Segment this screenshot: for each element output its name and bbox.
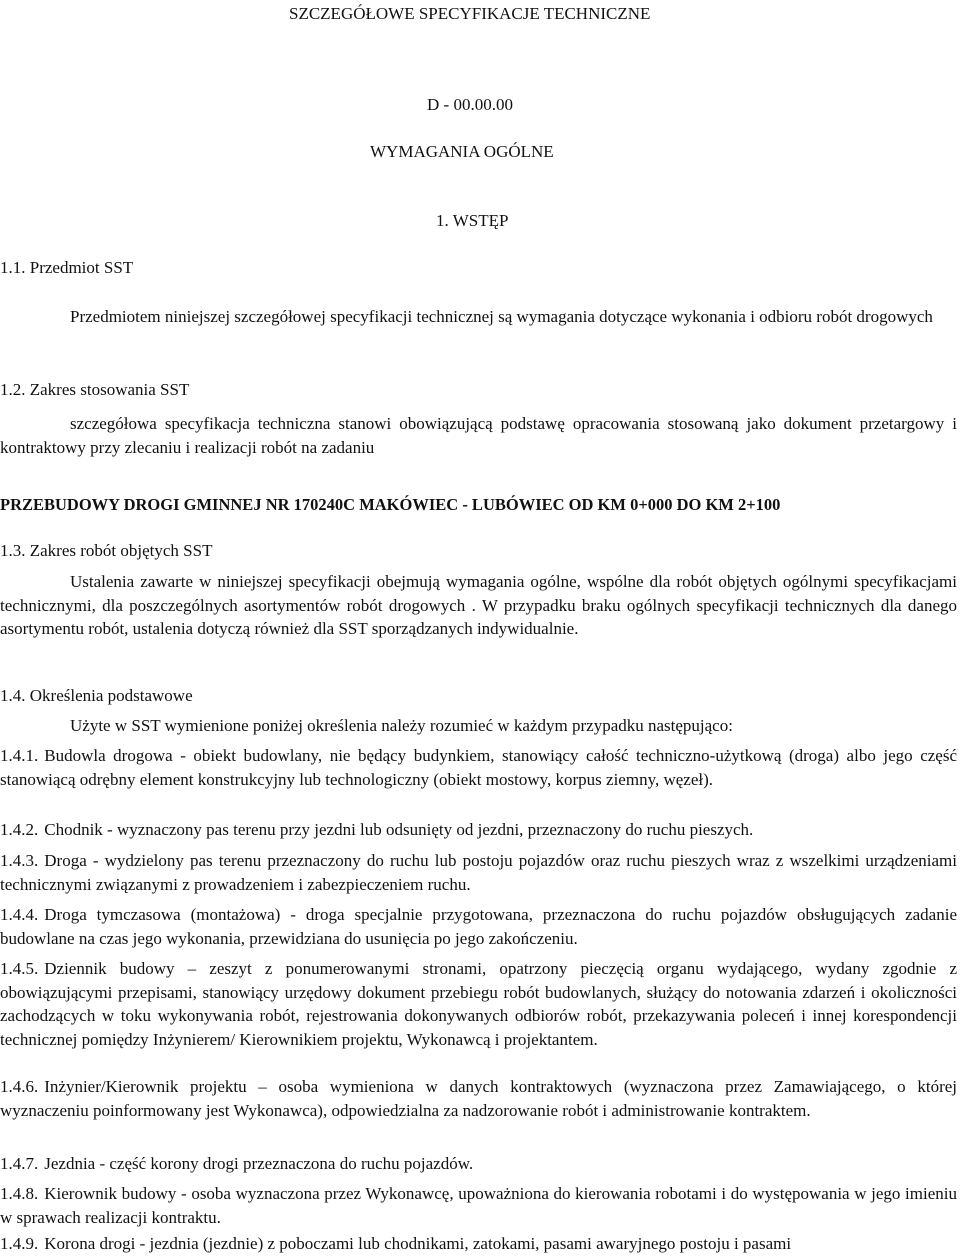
definition-item: 1.4.4. Droga tymczasowa (montażowa) - droga specjalnie przygotowana, przeznaczona do ruchu pojazdów obsługujących zadanie budowlane na czas jego wykonania, przewidziana do usunięcia po jego zakończeniu. xyxy=(0,905,957,948)
document-code: D - 00.00.00 xyxy=(427,95,513,114)
definition-item: 1.4.3. Droga - wydzielony pas terenu przeznaczony do ruchu lub postoju pojazdów oraz ruchu pieszych wraz z wszelkimi urządzeniami technicznymi związanymi z prowadzeniem i zabezpieczeniem ruchu. xyxy=(0,851,957,894)
definition-item: 1.4.8. Kierownik budowy - osoba wyznaczona przez Wykonawcę, upoważniona do kierowania robotami i do występowania w jego imieniu w sprawach realizacji kontraktu. xyxy=(0,1184,957,1227)
definition-item: 1.4.1. Budowla drogowa - obiekt budowlany, nie będący budynkiem, stanowiący całość techniczno-użytkową (droga) albo jego część stanowiącą odrębny element konstrukcyjny lub technologiczny (obiekt mostowy, korpus ziemny, węzeł). xyxy=(0,746,957,789)
document-subtitle: WYMAGANIA OGÓLNE xyxy=(370,142,554,161)
definitions-intro: Użyte w SST wymienione poniżej określenia należy rozumieć w każdym przypadku następująco: xyxy=(70,716,733,735)
heading-1-3: 1.3. Zakres robót objętych SST xyxy=(0,541,213,560)
section-heading-intro: 1. WSTĘP xyxy=(436,211,509,230)
paragraph-1-2: szczegółowa specyfikacja techniczna stanowi obowiązującą podstawę opracowania stosowaną jako dokument przetargowy i kontraktowy przy zlecaniu i realizacji robót na zadaniu xyxy=(0,414,957,457)
heading-1-4: 1.4. Określenia podstawowe xyxy=(0,686,193,705)
paragraph-1-3: Ustalenia zawarte w niniejszej specyfikacji obejmują wymagania ogólne, wspólne dla robót objętych ogólnymi specyfikacjami technicznymi, dla poszczególnych asortymentów robót drogowych . W przypadku braku ogólnych specyfikacji technicznych dla danego asortymentu robót, ustalenia dotyczą również dla SST sporządzanych indywidualnie. xyxy=(0,572,957,638)
document-title: SZCZEGÓŁOWE SPECYFIKACJE TECHNICZNE xyxy=(289,4,651,23)
paragraph-1-1: Przedmiotem niniejszej szczegółowej specyfikacji technicznej są wymagania dotyczące wykonania i odbioru robót drogowych xyxy=(70,307,933,326)
definition-item: 1.4.7. Jezdnia - część korony drogi przeznaczona do ruchu pojazdów. xyxy=(0,1154,474,1173)
definition-item: 1.4.9. Korona drogi - jezdnia (jezdnie) z poboczami lub chodnikami, zatokami, pasami awaryjnego postoju i pasami xyxy=(0,1234,792,1253)
heading-1-2: 1.2. Zakres stosowania SST xyxy=(0,380,190,399)
heading-1-1: 1.1. Przedmiot SST xyxy=(0,258,134,277)
definition-item: 1.4.6. Inżynier/Kierownik projektu – osoba wymieniona w danych kontraktowych (wyznaczona przez Zamawiającego, o której wyznaczeniu poinformowany jest Wykonawca), odpowiedzialna za nadzorowanie robót i administrowanie kontraktem. xyxy=(0,1077,957,1120)
definition-item: 1.4.5. Dziennik budowy – zeszyt z ponumerowanymi stronami, opatrzony pieczęcią organu wydającego, wydany zgodnie z obowiązującymi przepisami, stanowiący urzędowy dokument przebiegu robót budowlanych, służący do notowania zdarzeń i okoliczności zachodzących w toku wykonywania robót, rejestrowania dokonywanych odbiorów robót, przekazywania poleceń i innej korespondencji technicznej pomiędzy Inżynierem/ Kierownikiem projektu, Wykonawcą i projektantem. xyxy=(0,959,957,1049)
project-name: PRZEBUDOWY DROGI GMINNEJ NR 170240C MAKÓWIEC - LUBÓWIEC OD KM 0+000 DO KM 2+100 xyxy=(0,495,781,514)
definition-item: 1.4.2. Chodnik - wyznaczony pas terenu przy jezdni lub odsunięty od jezdni, przeznaczony do ruchu pieszych. xyxy=(0,820,754,839)
